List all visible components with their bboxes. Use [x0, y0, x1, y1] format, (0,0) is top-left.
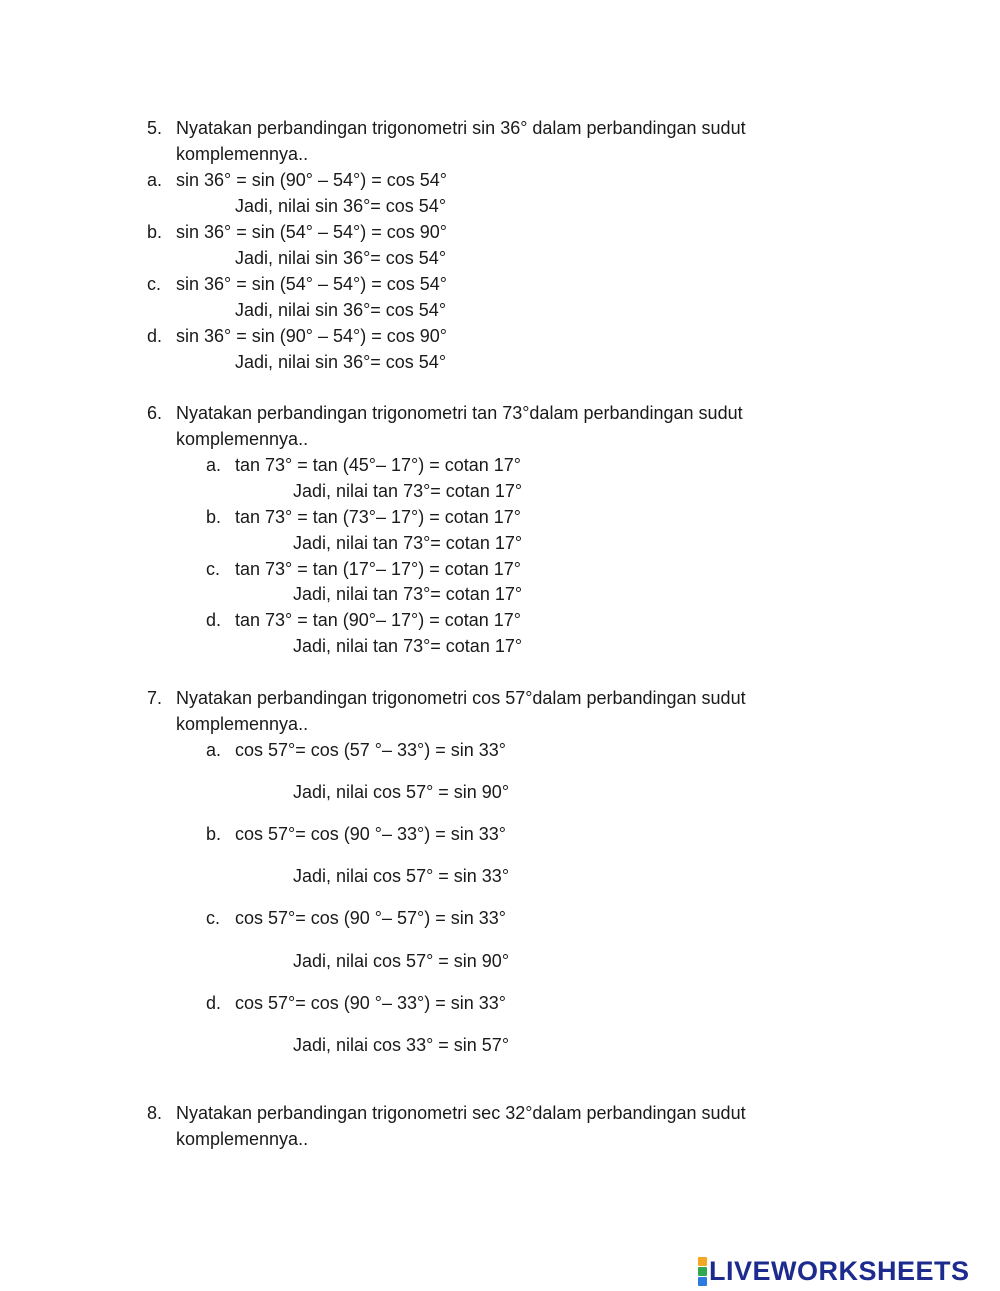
question-6-text-cont: komplemennya..: [176, 429, 309, 449]
logo-block-icon: [698, 1277, 707, 1286]
question-7-text: Nyatakan perbandingan trigonometri cos 57°dalam perbandingan sudut: [176, 688, 746, 708]
q5-option-a-formula[interactable]: sin 36° = sin (90° – 54°) = cos 54°: [176, 170, 447, 190]
liveworksheets-logo[interactable]: [698, 1256, 970, 1286]
q5-option-a-conclusion: Jadi, nilai sin 36°= cos 54°: [235, 196, 447, 216]
q5-option-b-conclusion: Jadi, nilai sin 36°= cos 54°: [235, 248, 447, 268]
q5-option-c-label[interactable]: c.: [147, 274, 162, 294]
q6-option-d-formula[interactable]: tan 73° = tan (90°– 17°) = cotan 17°: [235, 610, 521, 630]
logo-block-icon: [698, 1257, 707, 1266]
logo-block-icon: [698, 1267, 707, 1276]
q5-option-d-formula[interactable]: sin 36° = sin (90° – 54°) = cos 90°: [176, 326, 447, 346]
question-5-text-cont: komplemennya..: [176, 144, 309, 164]
q7-option-d-conclusion: Jadi, nilai cos 33° = sin 57°: [293, 1035, 510, 1055]
q5-option-c-formula[interactable]: sin 36° = sin (54° – 54°) = cos 54°: [176, 274, 447, 294]
question-8-text: Nyatakan perbandingan trigonometri sec 32°dalam perbandingan sudut: [176, 1103, 746, 1123]
q6-option-c-conclusion: Jadi, nilai tan 73°= cotan 17°: [293, 584, 523, 604]
q7-option-a-label[interactable]: a.: [206, 740, 222, 760]
question-5-number: 5.: [147, 118, 163, 138]
q7-option-d-label[interactable]: d.: [206, 993, 222, 1013]
q6-option-d-label[interactable]: d.: [206, 610, 222, 630]
q5-option-d-conclusion: Jadi, nilai sin 36°= cos 54°: [235, 352, 447, 372]
q6-option-b-label[interactable]: b.: [206, 507, 222, 527]
q7-option-a-conclusion: Jadi, nilai cos 57° = sin 90°: [293, 782, 510, 802]
question-7-number: 7.: [147, 688, 163, 708]
q6-option-a-formula[interactable]: tan 73° = tan (45°– 17°) = cotan 17°: [235, 455, 521, 475]
q7-option-b-conclusion: Jadi, nilai cos 57° = sin 33°: [293, 866, 510, 886]
q5-option-b-formula[interactable]: sin 36° = sin (54° – 54°) = cos 90°: [176, 222, 447, 242]
q5-option-b-label[interactable]: b.: [147, 222, 163, 242]
q6-option-c-label[interactable]: c.: [206, 559, 221, 579]
q7-option-c-conclusion: Jadi, nilai cos 57° = sin 90°: [293, 951, 510, 971]
q5-option-c-conclusion: Jadi, nilai sin 36°= cos 54°: [235, 300, 447, 320]
logo-text: LIVEWORKSHEETS: [709, 1255, 970, 1286]
question-8-number: 8.: [147, 1103, 163, 1123]
question-8-text-cont: komplemennya..: [176, 1129, 309, 1149]
q7-option-b-label[interactable]: b.: [206, 824, 222, 844]
q5-option-d-label[interactable]: d.: [147, 326, 163, 346]
q6-option-d-conclusion: Jadi, nilai tan 73°= cotan 17°: [293, 636, 523, 656]
question-5-text: Nyatakan perbandingan trigonometri sin 36° dalam perbandingan sudut: [176, 118, 746, 138]
question-6-text: Nyatakan perbandingan trigonometri tan 73°dalam perbandingan sudut: [176, 403, 743, 423]
q6-option-b-conclusion: Jadi, nilai tan 73°= cotan 17°: [293, 533, 523, 553]
q6-option-a-label[interactable]: a.: [206, 455, 222, 475]
q5-option-a-label[interactable]: a.: [147, 170, 163, 190]
q7-option-c-label[interactable]: c.: [206, 908, 221, 928]
q6-option-c-formula[interactable]: tan 73° = tan (17°– 17°) = cotan 17°: [235, 559, 521, 579]
question-6-number: 6.: [147, 403, 163, 423]
q7-option-a-formula[interactable]: cos 57°= cos (57 °– 33°) = sin 33°: [235, 740, 506, 760]
q7-option-d-formula[interactable]: cos 57°= cos (90 °– 33°) = sin 33°: [235, 993, 506, 1013]
q6-option-a-conclusion: Jadi, nilai tan 73°= cotan 17°: [293, 481, 523, 501]
q7-option-c-formula[interactable]: cos 57°= cos (90 °– 57°) = sin 33°: [235, 908, 506, 928]
liveworksheets-logo-icon: [698, 1257, 707, 1286]
question-7-text-cont: komplemennya..: [176, 714, 309, 734]
q6-option-b-formula[interactable]: tan 73° = tan (73°– 17°) = cotan 17°: [235, 507, 521, 527]
q7-option-b-formula[interactable]: cos 57°= cos (90 °– 33°) = sin 33°: [235, 824, 506, 844]
